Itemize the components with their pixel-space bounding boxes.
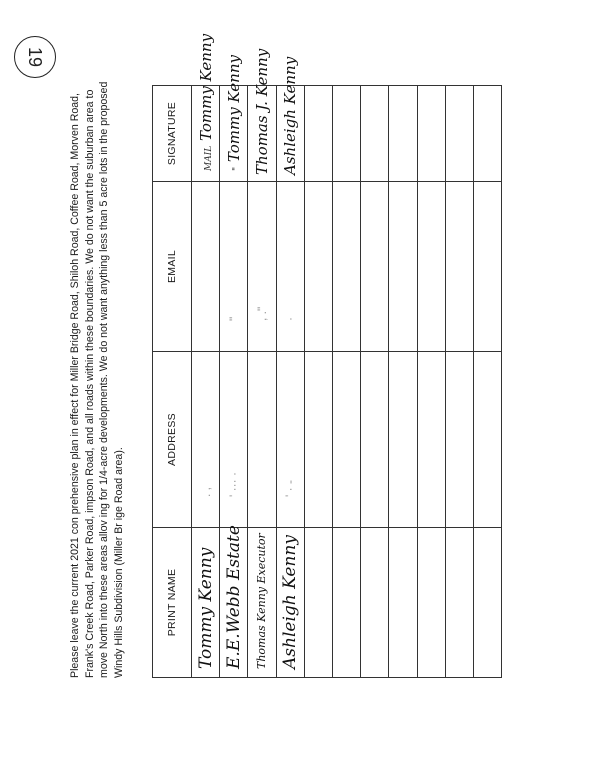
intro-line: Windy Hills Subdivision (Miller Br ige Road area). bbox=[112, 447, 125, 678]
table-row bbox=[417, 86, 445, 678]
table-row bbox=[276, 86, 304, 678]
email-cell bbox=[332, 182, 360, 352]
address-cell bbox=[389, 352, 417, 528]
header-email: EMAIL bbox=[153, 182, 192, 352]
header-signature: SIGNATURE bbox=[153, 86, 192, 182]
ditto-annotation: " bbox=[231, 166, 242, 171]
print-name-cell bbox=[332, 528, 360, 678]
table-row bbox=[304, 86, 332, 678]
signature-cell: Ashleigh Kenny bbox=[276, 86, 304, 182]
table-row bbox=[192, 86, 220, 678]
email-cell bbox=[304, 182, 332, 352]
signature-cell bbox=[445, 86, 473, 182]
signature-cell bbox=[332, 86, 360, 182]
signature-table bbox=[152, 33, 502, 678]
table-row bbox=[473, 86, 501, 678]
signature-cell bbox=[473, 86, 501, 182]
header-print-name: PRINT NAME bbox=[153, 528, 192, 678]
petition-intro bbox=[68, 78, 126, 678]
signature-cell bbox=[417, 86, 445, 182]
table-row bbox=[248, 86, 276, 678]
email-cell: · bbox=[276, 182, 304, 352]
signature-cell bbox=[192, 33, 220, 182]
table-row bbox=[445, 86, 473, 678]
mail-annotation: MAIL bbox=[203, 145, 214, 171]
address-cell: . , bbox=[192, 352, 220, 528]
address-cell bbox=[332, 352, 360, 528]
email-cell bbox=[389, 182, 417, 352]
address-cell bbox=[248, 352, 276, 528]
intro-line: Please leave the current 2021 con prehensive plan in effect for Miller Bridge Road, Shiloh Road, Coffee Road, Morven Road, bbox=[69, 93, 81, 678]
signature-cell bbox=[304, 86, 332, 182]
email-cell bbox=[361, 182, 389, 352]
email-cell bbox=[192, 182, 220, 352]
print-name-cell bbox=[389, 528, 417, 678]
address-cell: ' · - bbox=[276, 352, 304, 528]
email-cell bbox=[445, 182, 473, 352]
address-cell bbox=[361, 352, 389, 528]
table-header-row bbox=[153, 86, 192, 678]
address-cell bbox=[304, 352, 332, 528]
table-row bbox=[332, 86, 360, 678]
signature: Tommy Kenny bbox=[196, 33, 215, 141]
print-name-cell: Tommy Kenny bbox=[192, 528, 220, 678]
print-name-cell bbox=[473, 528, 501, 678]
signature-cell bbox=[389, 86, 417, 182]
page-number-circle bbox=[14, 36, 56, 78]
email-cell: " bbox=[220, 182, 248, 352]
petition-sheet bbox=[56, 33, 576, 692]
print-name-cell: E.E.Webb Estate bbox=[220, 528, 248, 678]
intro-line: Frank's Creek Road, Parker Road, impson Road, and all roads within these boundaries. We do not want the suburban area to bbox=[83, 89, 96, 678]
table-row bbox=[389, 86, 417, 678]
signature-cell: Thomas J. Kenny bbox=[248, 86, 276, 182]
address-cell bbox=[473, 352, 501, 528]
address-cell bbox=[417, 352, 445, 528]
email-cell bbox=[417, 182, 445, 352]
print-name-cell bbox=[361, 528, 389, 678]
signature-cell bbox=[220, 55, 248, 182]
table-row bbox=[361, 86, 389, 678]
email-cell: , ." bbox=[248, 182, 276, 352]
page-number: 19 bbox=[25, 46, 46, 68]
signature-cell bbox=[361, 86, 389, 182]
signature: Tommy Kenny bbox=[224, 55, 243, 163]
address-cell: ' ··· · bbox=[220, 352, 248, 528]
print-name-cell bbox=[417, 528, 445, 678]
print-name-cell: Thomas Kenny Executor bbox=[248, 528, 276, 678]
table-row bbox=[220, 86, 248, 678]
address-cell bbox=[445, 352, 473, 528]
print-name-cell: Ashleigh Kenny bbox=[276, 528, 304, 678]
intro-line: move North into these areas allov ing for 1/4-acre developments. We do not want anything less than 5 acre lots in the proposed bbox=[98, 81, 111, 678]
print-name-cell bbox=[445, 528, 473, 678]
print-name-cell bbox=[304, 528, 332, 678]
email-cell bbox=[473, 182, 501, 352]
header-address: ADDRESS bbox=[153, 352, 192, 528]
